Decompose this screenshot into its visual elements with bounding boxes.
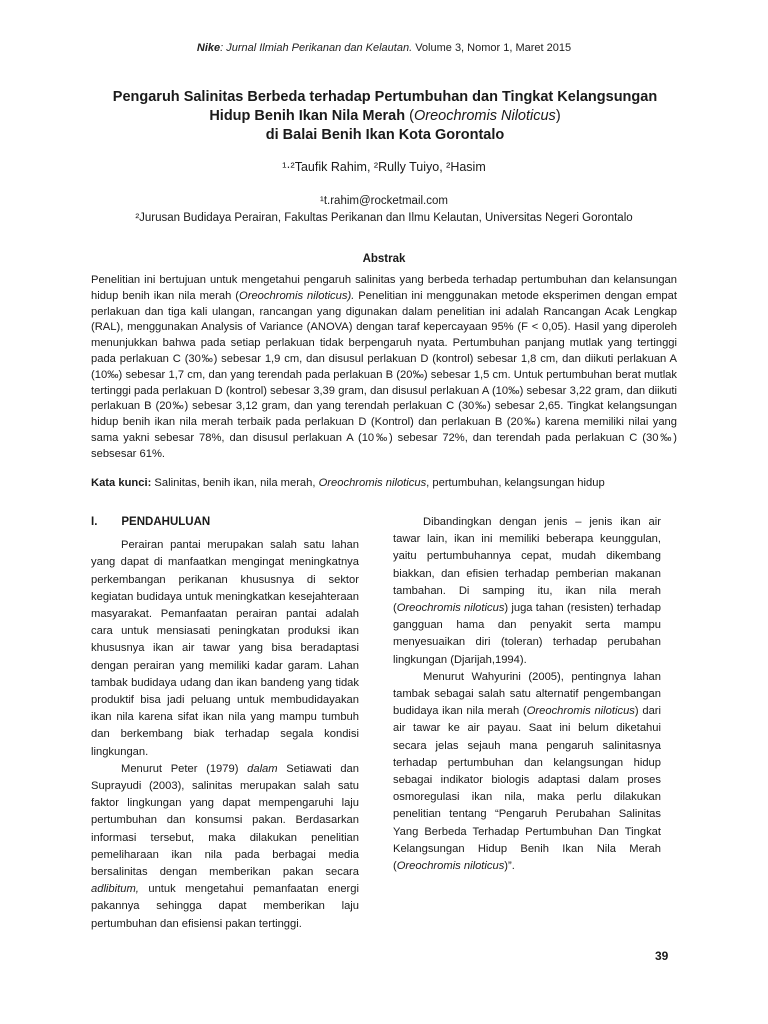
title-paren-open: (: [409, 108, 414, 124]
title-species-italic: Oreochromis Niloticus: [413, 108, 556, 124]
left-p2-italic-adlibitum: adlibitum,: [91, 883, 139, 896]
abstract-text-1: Penelitian ini bertujuan untuk mengetahui pengaruh salinitas yang berbeda terhadap pertumbuhan dan kelansungan hidup benih ikan nila merah (: [91, 274, 677, 302]
title-line-2: [90, 107, 680, 126]
right-p1-text-b: ) juga tahan (resisten) terhadap gangguan hama dan penyakit serta mampu menyesuaikan diri (toleran) terhadap perubahan lingkungan (Djarijah,1994).: [393, 602, 661, 666]
abstract-heading: Abstrak: [362, 253, 406, 265]
left-paragraph-2: [91, 761, 359, 933]
right-column: [393, 514, 661, 875]
right-p1-species-italic: Oreochromis niloticus: [396, 602, 505, 615]
title-line-2-bold: Hidup Benih Ikan Nila Merah: [209, 108, 410, 124]
paper-title: [90, 88, 680, 145]
page-number: 39: [655, 949, 669, 963]
right-p2-species-italic-1: Oreochromis niloticus: [526, 705, 635, 718]
abstract-body: [91, 273, 677, 463]
left-p2-text-a: Menurut Peter (1979): [121, 762, 248, 775]
right-paragraph-1: [393, 514, 661, 669]
keywords-label: Kata kunci:: [91, 477, 152, 489]
section-title: PENDAHULUAN: [121, 516, 211, 528]
right-p2-text-b: ) dari air tawar ke air payau. Saat ini belum diketahui secara jelas sejauh mana pengaruh salinitasnya terhadap pertumbuhan dan kelangsungan hidup sebagai indikator biologis adaptasi dalam proses osmoregulasi ikan nila, maka perlu dilakukan penelitian tentang “Pengaruh Perubahan Salinitas Yang Berbeda Terhadap Pertumbuhan Dan Tingkat Kelangsungan Hidup Benih Ikan Nila Merah (: [393, 705, 661, 873]
affiliation: [0, 193, 768, 227]
abstract-text-2: Penelitian ini menggunakan metode eksperimen dengan empat perlakuan dan tiga kali ulangan, rancangan yang digunakan dalam penelitian ini adalah Rancangan Acak Lengkap (RAL), menggunakan Analysis of Variance (ANOVA) dengan taraf kepercayaan 95% (F < 0,05). Hasil yang diperoleh menunjukkan bahwa pada setiap perlakuan tidak berpengaruh nyata. Pertumbuhan panjang mutlak yang tertinggi pada perlakuan C (30‰) sebesar 1,9 cm, dan disusul perlakuan D (kontrol) sebesar 1,8 cm, dan diikuti perlakuan A (10‰) sebesar 1,7 cm, dan yang terendah pada perlakuan B (20‰) sebesar 1,5 cm. Untuk pertumbuhan berat mutlak tertinggi pada perlakuan D (kontrol) sebesar 3,39 gram, dan disusul perlakuan A (10‰) sebesar 3,22 gram, dan diikuti perlakuan B (20‰) sebesar 3,12 gram, dan yang terendah perlakuan C (30‰) sebesar 2,65. Tingkat kelangsungan hidup benih ikan nila merah terbaik pada perlakuan D (Kontrol) dan perlakuan B (20‰) karena memiliki nilai yang sama yakni sebesar 78%, dan disusul perlakuan A (10‰) sebesar 72%, dan terendah pada perlakuan C (30‰) sebsesar 61%.: [91, 289, 677, 460]
journal-subtitle: : Jurnal Ilmiah Perikanan dan Kelautan.: [220, 42, 413, 54]
right-p2-text-c: )”.: [504, 860, 515, 873]
author-department: ²Jurusan Budidaya Perairan, Fakultas Perikanan dan Ilmu Kelautan, Universitas Negeri Gorontalo: [135, 212, 633, 224]
right-p2-text-a: Menurut Wahyurini (2005), pentingnya lahan tambak sebagai salah satu alternatif pengembangan budidaya ikan nila merah (: [393, 670, 661, 718]
keywords: [91, 476, 677, 491]
author-email: ¹t.rahim@rocketmail.com: [320, 195, 448, 207]
abstract-species-italic: Oreochromis niloticus).: [239, 289, 355, 302]
left-paragraph-1: Perairan pantai merupakan salah satu lahan yang dapat di manfaatkan mengingat meningkatnya perkembangan perikanan khususnya di sektor kegiatan budidaya untuk meningkatkan kesejahteraan masyarakat. Pemanfaatan perairan pantai adalah cara untuk mensiasati peningkatan produksi ikan khususnya ikan air tawar yang bisa beradaptasi dengan perairan yang memiliki kadar garam. Lahan tambak budidaya udang dan ikan bandeng yang tidak produktif bisa jadi peluang untuk membudidayakan ikan nila karena sifat ikan nila yang mampu tumbuh dan berkembang biak terhadap segala kondisi lingkungan.: [91, 539, 359, 758]
left-p2-text-b: Setiawati dan Suprayudi (2003), salinitas merupakan salah satu faktor lingkungan yang dapat mempengaruhi laju pertumbuhan dan konsumsi pakan. Berdasarkan informasi tersebut, maka dilakukan penelitian pemeliharaan ikan nila pada berbagai media bersalinitas dengan memberikan pakan secara: [91, 762, 359, 879]
title-line-3: di Balai Benih Ikan Kota Gorontalo: [265, 127, 505, 143]
volume-info: Volume 3, Nomor 1, Maret 2015: [412, 42, 572, 54]
left-column: [91, 514, 359, 933]
left-p2-italic-dalam: dalam: [247, 762, 278, 775]
journal-name: Nike: [196, 42, 221, 54]
keywords-text-1: Salinitas, benih ikan, nila merah,: [151, 477, 319, 489]
author-list: ¹·²Taufik Rahim, ²Rully Tuiyo, ²Hasim: [282, 160, 486, 174]
title-line-1: Pengaruh Salinitas Berbeda terhadap Pertumbuhan dan Tingkat Kelangsungan: [112, 89, 658, 105]
right-p2-species-italic-2: Oreochromis niloticus: [396, 860, 505, 873]
right-paragraph-2: [393, 669, 661, 875]
section-number: I.: [91, 516, 98, 528]
right-p1-text-a: Dibandingkan dengan jenis – jenis ikan air tawar lain, ikan ini memiliki beberapa keunggulan, yaitu pertumbuhannya cepat, mudah dikembang biakkan, dan efisien terhadap pemberian makanan tambahan. Di samping itu, ikan nila merah (: [393, 516, 661, 615]
left-p2-text-c: untuk mengetahui pemanfaatan energi pakannya sehingga dapat memberikan laju pertumbuhan dan efisiensi pakan tertinggi.: [91, 883, 359, 930]
section-heading: [91, 514, 359, 531]
title-paren-close: ): [555, 108, 561, 124]
keywords-text-2: , pertumbuhan, kelangsungan hidup: [426, 477, 605, 489]
journal-header: [0, 42, 768, 54]
keywords-species-italic: Oreochromis niloticus: [318, 477, 427, 489]
